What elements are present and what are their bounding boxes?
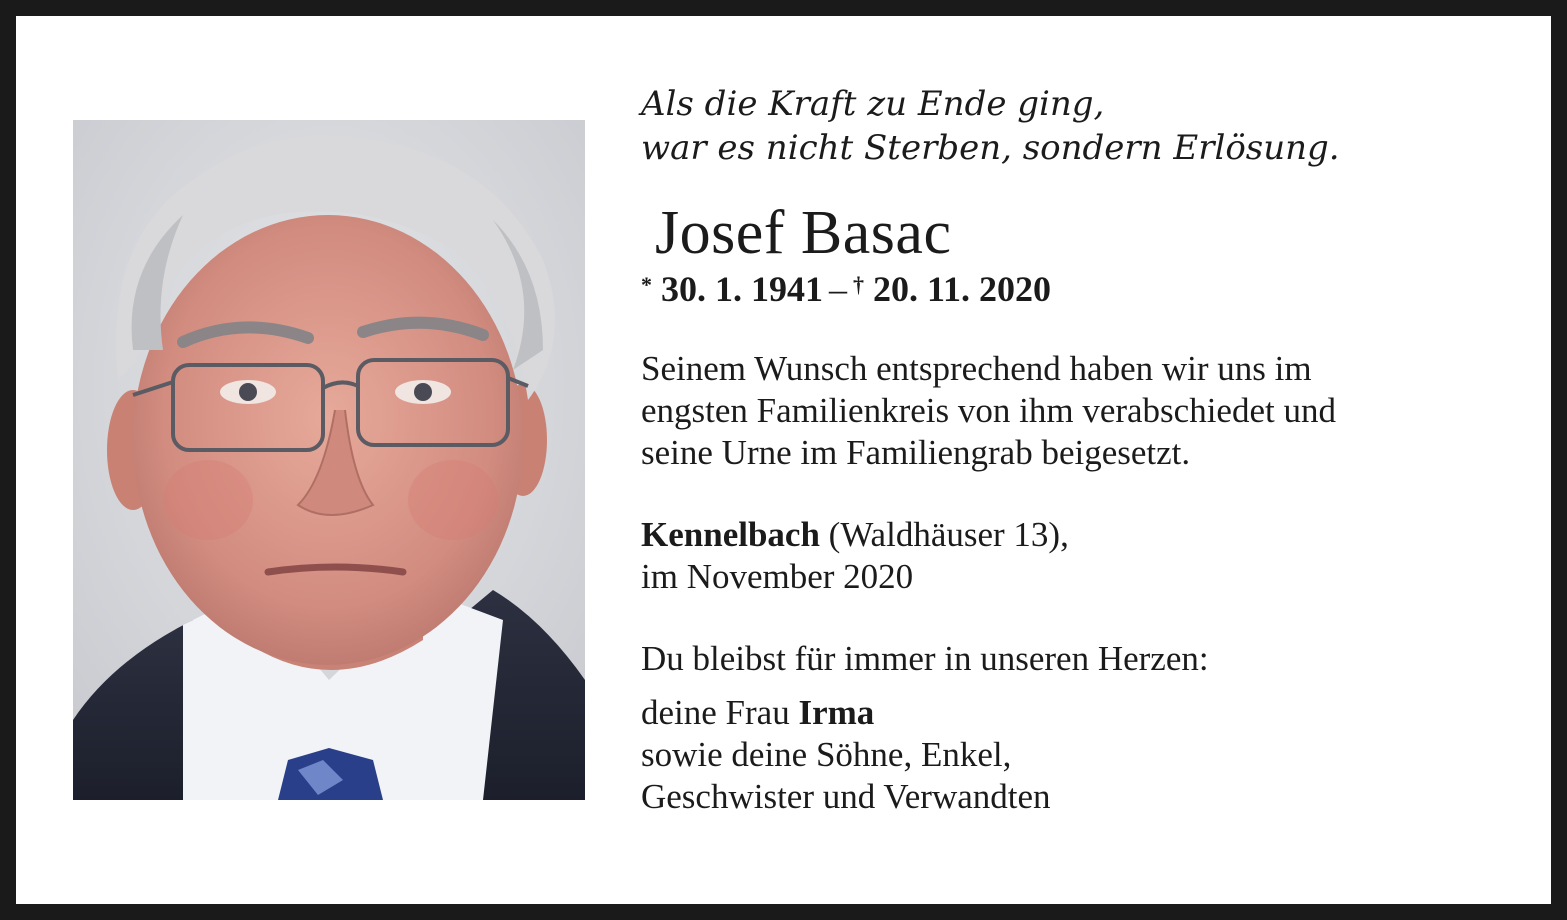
month-line: im November 2020: [641, 557, 914, 596]
motto: [641, 82, 1521, 170]
wife-name: Irma: [798, 693, 875, 732]
obituary-text: [641, 82, 1521, 818]
motto-line-2: war es nicht Sterben, sondern Erlösung.: [641, 128, 1340, 168]
portrait-illustration: [73, 120, 585, 800]
place-line: [641, 514, 1521, 556]
birth-star-icon: *: [641, 272, 652, 297]
family-line-2: sowie deine Söhne, Enkel,: [641, 735, 1012, 774]
date-dash: –: [829, 269, 847, 309]
birth-date: 30. 1. 1941: [661, 269, 823, 309]
funeral-message: [641, 348, 1521, 474]
message-line-3: seine Urne im Familiengrab beigesetzt.: [641, 433, 1191, 472]
obituary-card: [16, 16, 1551, 904]
place-and-date: [641, 514, 1521, 598]
message-line-2: engsten Familienkreis von ihm verabschiedet und: [641, 391, 1336, 430]
portrait-photo: [73, 120, 585, 800]
wife-line: [641, 692, 1521, 734]
wife-prefix: deine Frau: [641, 693, 799, 732]
motto-line-1: Als die Kraft zu Ende ging,: [641, 84, 1105, 124]
life-dates: [641, 268, 1521, 310]
family-line-3: Geschwister und Verwandten: [641, 777, 1051, 816]
message-line-1: Seinem Wunsch entsprechend haben wir uns im: [641, 349, 1312, 388]
deceased-name: Josef Basac: [655, 199, 952, 267]
death-date: 20. 11. 2020: [873, 269, 1052, 309]
address: (Waldhäuser 13),: [819, 515, 1069, 554]
farewell-line: Du bleibst für immer in unseren Herzen:: [641, 639, 1209, 678]
death-cross-icon: †: [853, 272, 864, 297]
mourners: [641, 692, 1521, 818]
town-name: Kennelbach: [641, 515, 820, 554]
